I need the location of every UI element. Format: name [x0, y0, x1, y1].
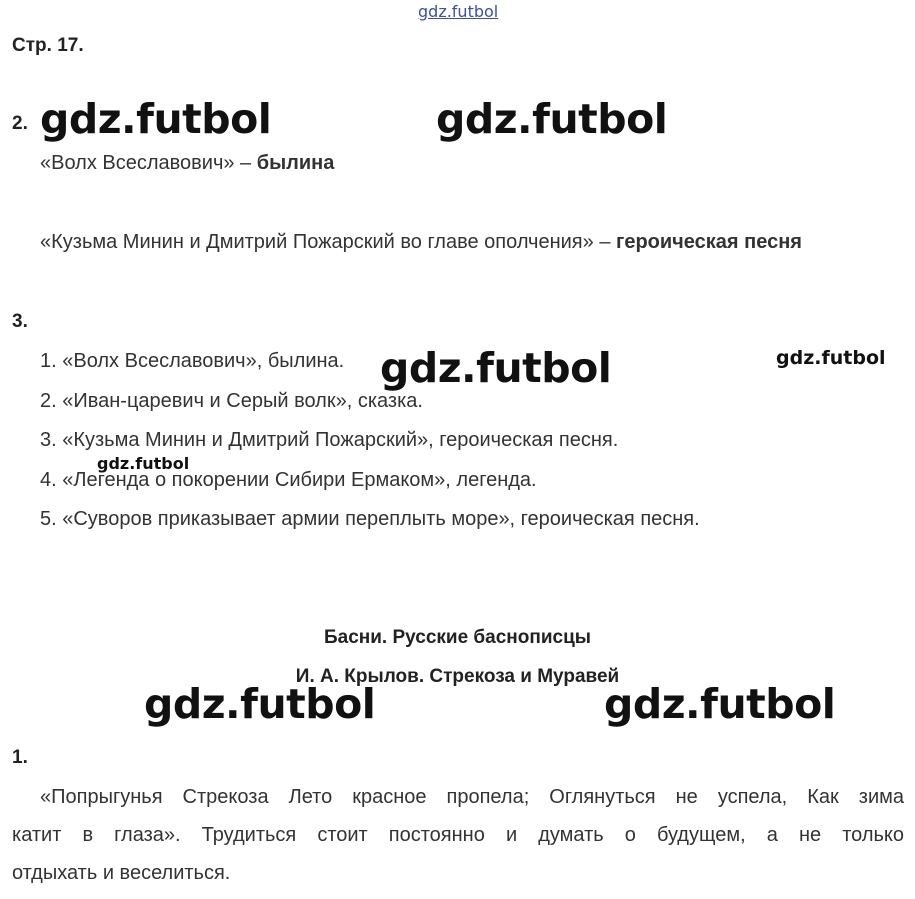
- watermark-top-link[interactable]: gdz.futbol: [418, 2, 499, 21]
- list-item: 2. «Иван-царевич и Серый волк», сказка.: [40, 390, 423, 412]
- watermark-3: gdz.futbol: [380, 344, 612, 392]
- watermark-4: gdz.futbol: [776, 347, 886, 369]
- task-2-line-2: [40, 231, 802, 254]
- section-subtitle: И. А. Крылов. Стрекоза и Муравей: [295, 666, 620, 687]
- list-item: 1. «Волх Всеславович», былина.: [40, 350, 345, 372]
- task-1-line-1: «Попрыгунья Стрекоза Лето красное пропела; Оглянуться не успела, Как зима: [40, 786, 904, 808]
- list-item: 4. «Легенда о покорении Сибири Ермаком», легенда.: [40, 469, 537, 491]
- task-2-line-1-text: «Волх Всеславович» –: [40, 152, 257, 174]
- task-2-line-2-genre: героическая песня: [616, 231, 802, 253]
- list-item: 5. «Суворов приказывает армии переплыть море», героическая песня.: [40, 508, 700, 530]
- watermark-2: gdz.futbol: [436, 95, 668, 143]
- section-title: Басни. Русские баснописцы: [323, 627, 592, 648]
- task-2-line-1: [40, 152, 334, 175]
- page-reference: Стр. 17.: [12, 35, 84, 56]
- task-1-number: 1.: [12, 747, 28, 768]
- watermark-5: gdz.futbol: [97, 454, 190, 473]
- list-item: 3. «Кузьма Минин и Дмитрий Пожарский», героическая песня.: [40, 429, 619, 451]
- watermark-6: gdz.futbol: [144, 680, 376, 728]
- task-2-number: 2.: [12, 113, 28, 134]
- task-2-line-1-genre: былина: [256, 152, 335, 174]
- task-2-line-2-text: «Кузьма Минин и Дмитрий Пожарский во главе ополчения» –: [40, 231, 616, 253]
- task-1-paragraph: [12, 778, 904, 892]
- task-1-line-2: катит в глаза». Трудиться стоит постоянно и думать о будущем, а не только: [12, 824, 904, 846]
- task-1-line-3: отдыхать и веселиться.: [12, 862, 231, 884]
- watermark-1: gdz.futbol: [40, 95, 272, 143]
- watermark-7: gdz.futbol: [604, 680, 836, 728]
- task-3-number: 3.: [12, 311, 28, 332]
